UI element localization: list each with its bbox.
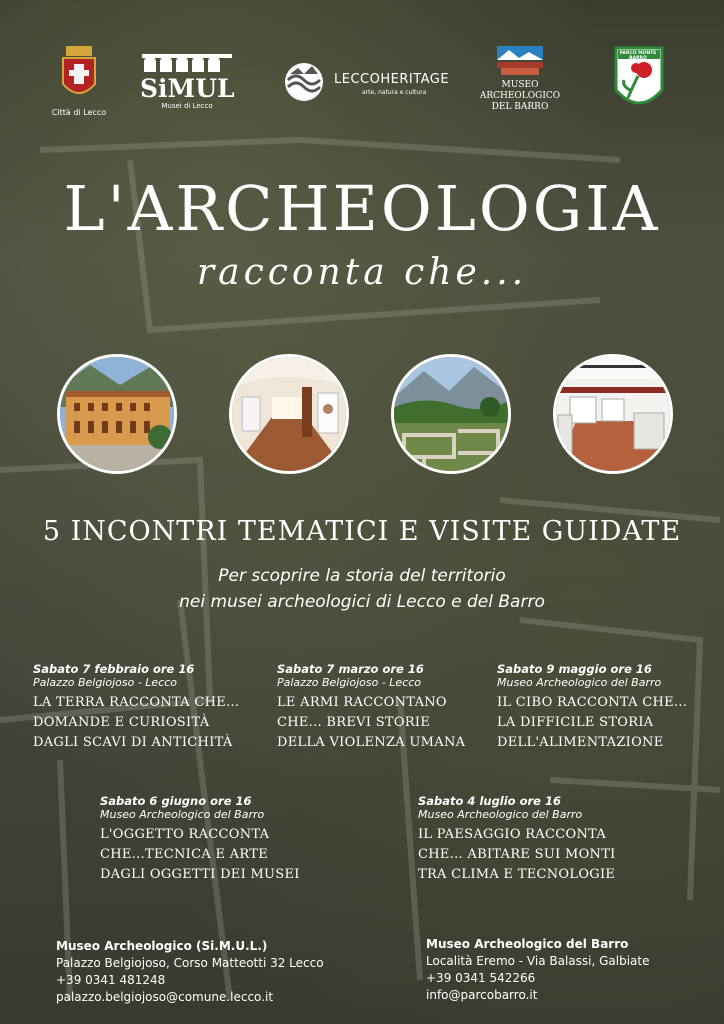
event-place: Museo Archeologico del Barro xyxy=(418,808,583,821)
event-date: Sabato 7 marzo ore 16 xyxy=(277,662,424,676)
main-title: L'ARCHEOLOGIA xyxy=(63,172,661,245)
comune-lecco-logo xyxy=(48,44,110,117)
event-title-line: CHE... BREVI STORIE xyxy=(277,715,431,730)
heritage-caption: arte, natura e cultura xyxy=(362,89,427,96)
contact-address: Palazzo Belgiojoso, Corso Matteotti 32 Lecco xyxy=(56,956,324,970)
intro-line-2: nei musei archeologici di Lecco e del Barro xyxy=(179,592,545,612)
simul-name: SiMUL xyxy=(140,74,235,103)
palazzo-photo-illustration xyxy=(60,357,174,471)
event-title-line: DAGLI SCAVI DI ANTICHITÀ xyxy=(33,735,233,750)
contact-phone[interactable]: +39 0341 542266 xyxy=(426,971,536,985)
event-title-line: CHE... ABITARE SUI MONTI xyxy=(418,847,616,862)
event-title-line: DOMANDE E CURIOSITÀ xyxy=(33,715,210,730)
main-subtitle: racconta che... xyxy=(196,252,528,293)
museo-barro-line2: DEL BARRO xyxy=(491,102,549,112)
event-date: Sabato 9 maggio ore 16 xyxy=(497,662,652,676)
simul-caption: Musei di Lecco xyxy=(161,102,213,110)
event-date: Sabato 7 febbraio ore 16 xyxy=(33,662,195,676)
museum-hall-illustration xyxy=(232,357,346,471)
event-title-line: DELL'ALIMENTAZIONE xyxy=(497,735,664,750)
contact-phone[interactable]: +39 0341 481248 xyxy=(56,973,166,987)
parco-monte-barro-logo xyxy=(613,46,665,118)
excavation-illustration xyxy=(394,357,508,471)
contact-email[interactable]: info@parcobarro.it xyxy=(426,988,538,1002)
event-title-line: IL PAESAGGIO RACCONTA xyxy=(418,827,607,842)
event-place: Museo Archeologico del Barro xyxy=(497,676,662,689)
event-title-line: CHE...TECNICA E ARTE xyxy=(100,847,268,862)
contact-barro xyxy=(426,936,650,1004)
event-title-line: LA TERRA RACCONTA CHE... xyxy=(33,695,240,710)
contact-address: Località Eremo - Via Balassi, Galbiate xyxy=(426,954,650,968)
city-crest-icon xyxy=(57,44,101,104)
event-date: Sabato 4 luglio ore 16 xyxy=(418,794,561,808)
parco-caption: PARCO MONTE BARRO xyxy=(619,51,657,61)
event-title-line: LA DIFFICILE STORIA xyxy=(497,715,654,730)
comune-caption: Città di Lecco xyxy=(51,108,107,117)
events-headline: 5 INCONTRI TEMATICI E VISITE GUIDATE xyxy=(42,516,682,547)
photo-museum-hall xyxy=(229,354,349,474)
logos-row xyxy=(0,44,724,124)
event-title-line: DELLA VIOLENZA UMANA xyxy=(277,735,466,750)
contact-title: Museo Archeologico (Si.M.U.L.) xyxy=(56,939,268,953)
event-title-line: TRA CLIMA E TECNOLOGIE xyxy=(418,867,616,882)
intro-line-1: Per scoprire la storia del territorio xyxy=(218,566,506,586)
event-5 xyxy=(418,794,616,885)
event-place: Palazzo Belgiojoso - Lecco xyxy=(277,676,422,689)
event-place: Museo Archeologico del Barro xyxy=(100,808,265,821)
photo-palazzo-belgiojoso xyxy=(57,354,177,474)
heritage-circle-icon xyxy=(282,62,326,102)
event-1 xyxy=(33,662,239,753)
event-title-line: LE ARMI RACCONTANO xyxy=(277,695,447,710)
heritage-name: LECCOHERITAGE xyxy=(334,72,450,87)
event-title-line: DAGLI OGGETTI DEI MUSEI xyxy=(100,867,300,882)
event-place: Palazzo Belgiojoso - Lecco xyxy=(33,676,178,689)
contact-title: Museo Archeologico del Barro xyxy=(426,937,629,951)
arches-icon xyxy=(142,54,232,72)
simul-logo xyxy=(140,54,234,110)
photo-museum-gallery xyxy=(553,354,673,474)
event-title-line: L'OGGETTO RACCONTA xyxy=(100,827,270,842)
museo-barro-line1: MUSEO ARCHEOLOGICO xyxy=(479,80,561,101)
event-3 xyxy=(497,662,687,753)
gallery-illustration xyxy=(556,357,670,471)
event-4 xyxy=(100,794,300,885)
event-2 xyxy=(277,662,465,753)
event-date: Sabato 6 giugno ore 16 xyxy=(100,794,252,808)
museum-mountain-icon xyxy=(497,46,543,76)
contact-simul xyxy=(56,938,324,1006)
museo-barro-logo xyxy=(470,46,570,113)
photo-excavation-site xyxy=(391,354,511,474)
event-title-line: IL CIBO RACCONTA CHE... xyxy=(497,695,688,710)
contact-email[interactable]: palazzo.belgiojoso@comune.lecco.it xyxy=(56,990,274,1004)
